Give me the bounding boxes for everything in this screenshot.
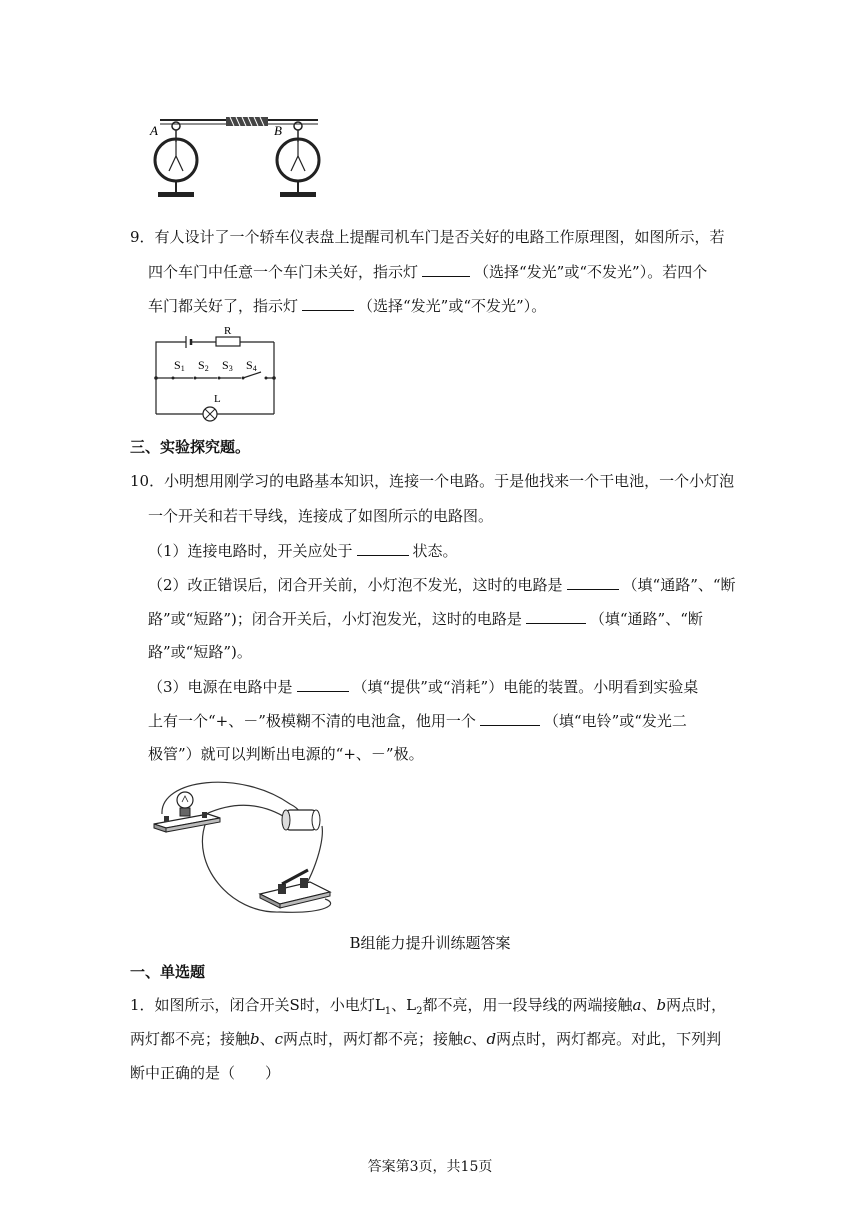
- q1-line-3: 断中正确的是（ ）: [130, 1064, 281, 1082]
- answer-blank[interactable]: [567, 573, 619, 590]
- q10-part-2-line-3: 路”或“短路”)。: [148, 643, 252, 661]
- switch-label-s2: S2: [198, 358, 209, 373]
- q10-line-2: 一个开关和若干导线，连接成了如图所示的电路图。: [148, 507, 494, 525]
- answer-blank[interactable]: [422, 260, 470, 277]
- door-circuit-figure: [148, 322, 280, 422]
- q10-part-3-line-1: （3）电源在电路中是 （填“提供”或“消耗”）电能的装置。小明看到实验桌: [148, 675, 698, 698]
- switch-label-s4: S4: [246, 358, 257, 373]
- electroscope-figure: [148, 108, 328, 208]
- answer-blank[interactable]: [297, 675, 349, 692]
- q1-line-2: 两灯都不亮；接触b、c两点时，两灯都不亮；接触c、d两点时，两灯都亮。对此，下列判: [130, 1030, 722, 1048]
- switch-label-s3: S3: [222, 358, 233, 373]
- section-heading-3: 三、实验探究题。: [130, 438, 251, 456]
- switch-label-s1: S1: [174, 358, 185, 373]
- answer-blank[interactable]: [357, 539, 409, 556]
- q10-part-3-line-2: 上有一个“+、－”极模糊不清的电池盒，他用一个 （填“电铃”或“发光二: [148, 709, 687, 732]
- q10-line-1: 10．小明想用刚学习的电路基本知识，连接一个电路。于是他找来一个干电池，一个小灯泡: [130, 472, 735, 490]
- q9-line-1: 9．有人设计了一个轿车仪表盘上提醒司机车门是否关好的电路工作原理图，如图所示，若: [130, 228, 725, 246]
- q9-line-2: 四个车门中任意一个车门未关好，指示灯 （选择“发光”或“不发光”）。若四个: [148, 260, 707, 283]
- physical-circuit-figure: [150, 774, 350, 918]
- q10-part-3-line-3: 极管”）就可以判断出电源的“+、－”极。: [148, 745, 424, 763]
- q10-part-2-line-2: 路”或“短路”)；闭合开关后，小灯泡发光，这时的电路是 （填“通路”、“断: [148, 607, 703, 630]
- q10-part-2-line-1: （2）改正错误后，闭合开关前，小灯泡不发光，这时的电路是 （填“通路”、“断: [148, 573, 736, 596]
- q10-part-1: （1）连接电路时，开关应处于 状态。: [148, 539, 458, 562]
- electroscope-label-a: A: [150, 123, 158, 138]
- q9-line-3: 车门都关好了，指示灯 （选择“发光”或“不发光”）。: [148, 294, 546, 317]
- answer-blank[interactable]: [480, 709, 540, 726]
- answer-blank[interactable]: [302, 294, 354, 311]
- q1-line-1: 1．如图所示，闭合开关S时，小电灯$L_1$、$L_2$都不亮，用一段导线的两端接触a、b两点时，: [130, 996, 727, 1017]
- page-footer: 答案第3页，共15页: [367, 1159, 493, 1175]
- electroscope-label-b: B: [274, 123, 282, 138]
- resistor-label: R: [224, 325, 232, 337]
- answer-section-title: B组能力提升训练题答案: [349, 934, 511, 952]
- section-heading-1: 一、单选题: [130, 963, 206, 981]
- answer-blank[interactable]: [526, 607, 586, 624]
- lamp-label: L: [214, 393, 221, 405]
